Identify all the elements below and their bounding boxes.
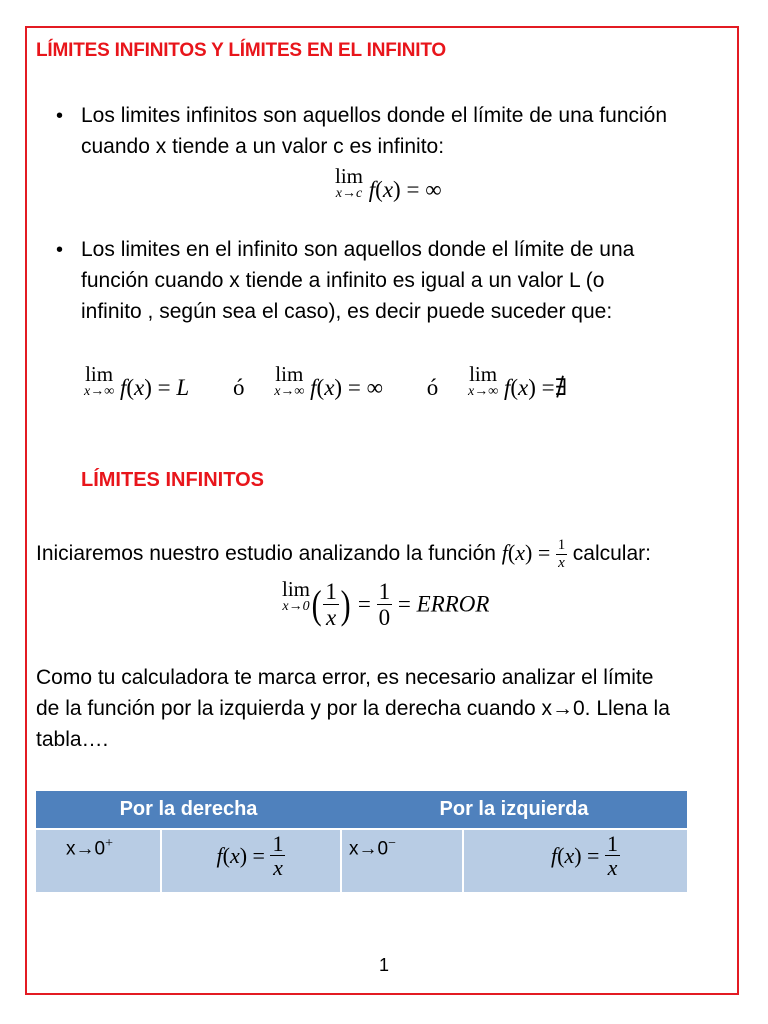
section-title: LÍMITES INFINITOS [81, 469, 264, 491]
lim-operator: lim x→∞ [274, 362, 305, 399]
lim-operator: lim x→∞ [84, 362, 115, 399]
fraction: $\frac{1}{x}$ [557, 537, 566, 572]
fraction: $\frac{1}{x}$ [606, 831, 618, 881]
fill-in-table [36, 791, 687, 892]
instructions-text [36, 662, 746, 755]
bullet-icon: • [56, 239, 64, 261]
bullet-icon: • [56, 105, 64, 127]
cell-fx-right[interactable]: f(x) = $\frac{1}{x}$ [161, 829, 341, 892]
bullet-1-text [81, 100, 741, 162]
bullet-2-text [81, 234, 741, 327]
header-por-la-derecha: Por la derecha [36, 791, 341, 829]
cell-x-to-0-minus[interactable]: x→0− [341, 829, 463, 892]
bullet-2-line-2: función cuando x tiende a infinito es igual a un valor L (o [81, 269, 605, 292]
equation-limit-x-to-c: lim x→c f(x) = ∞ [335, 164, 442, 202]
page-title: LÍMITES INFINITOS Y LÍMITES EN EL INFINITO [36, 40, 446, 61]
instructions-line-2: de la función por la izquierda y por la derecha cuando x→0. Llena la [36, 697, 670, 720]
fraction: $\frac{1}{x}$ [272, 831, 284, 881]
cell-x-to-0-plus[interactable]: x→0+ [36, 829, 161, 892]
bullet-1-line-2: cuando x tiende a un valor c es infinito: [81, 135, 445, 158]
bullet-2-line-3: infinito , según sea el caso), es decir puede suceder que: [81, 300, 613, 323]
page-number: 1 [378, 955, 389, 975]
equation-limits-at-infinity: lim x→∞ f(x) = L ó lim x→∞ f(x) = ∞ ó lim x→∞ f(x) =∄ [84, 362, 568, 400]
lim-operator: lim x→0 [282, 577, 311, 614]
function-definition: f(x) = $\frac{1}{x}$ [501, 537, 566, 572]
lim-operator: lim x→c [335, 164, 364, 201]
instructions-line-1: Como tu calculadora te marca error, es necesario analizar el límite [36, 666, 654, 689]
cell-fx-left[interactable]: f(x) = $\frac{1}{x}$ [463, 829, 687, 892]
equation-limit-x-to-0: lim x→0 ( $\frac{1}{x}$ ) = $\frac{1}{0}$ = ERROR [282, 577, 490, 630]
lim-operator: lim x→∞ [467, 362, 499, 399]
bullet-1-line-1: Los limites infinitos son aquellos donde el límite de una función [81, 104, 668, 127]
fraction: $\frac{1}{0}$ [378, 578, 391, 630]
table-header-row [36, 791, 687, 829]
intro-text: Iniciaremos nuestro estudio analizando la función f(x) = $\frac{1}{x}$ calcular: [36, 537, 651, 572]
table-row [36, 829, 687, 892]
instructions-line-3: tabla…. [36, 728, 109, 751]
header-por-la-izquierda: Por la izquierda [341, 791, 687, 829]
bullet-2-line-1: Los limites en el infinito son aquellos donde el límite de una [81, 238, 635, 261]
fraction: $\frac{1}{x}$ [325, 578, 337, 630]
